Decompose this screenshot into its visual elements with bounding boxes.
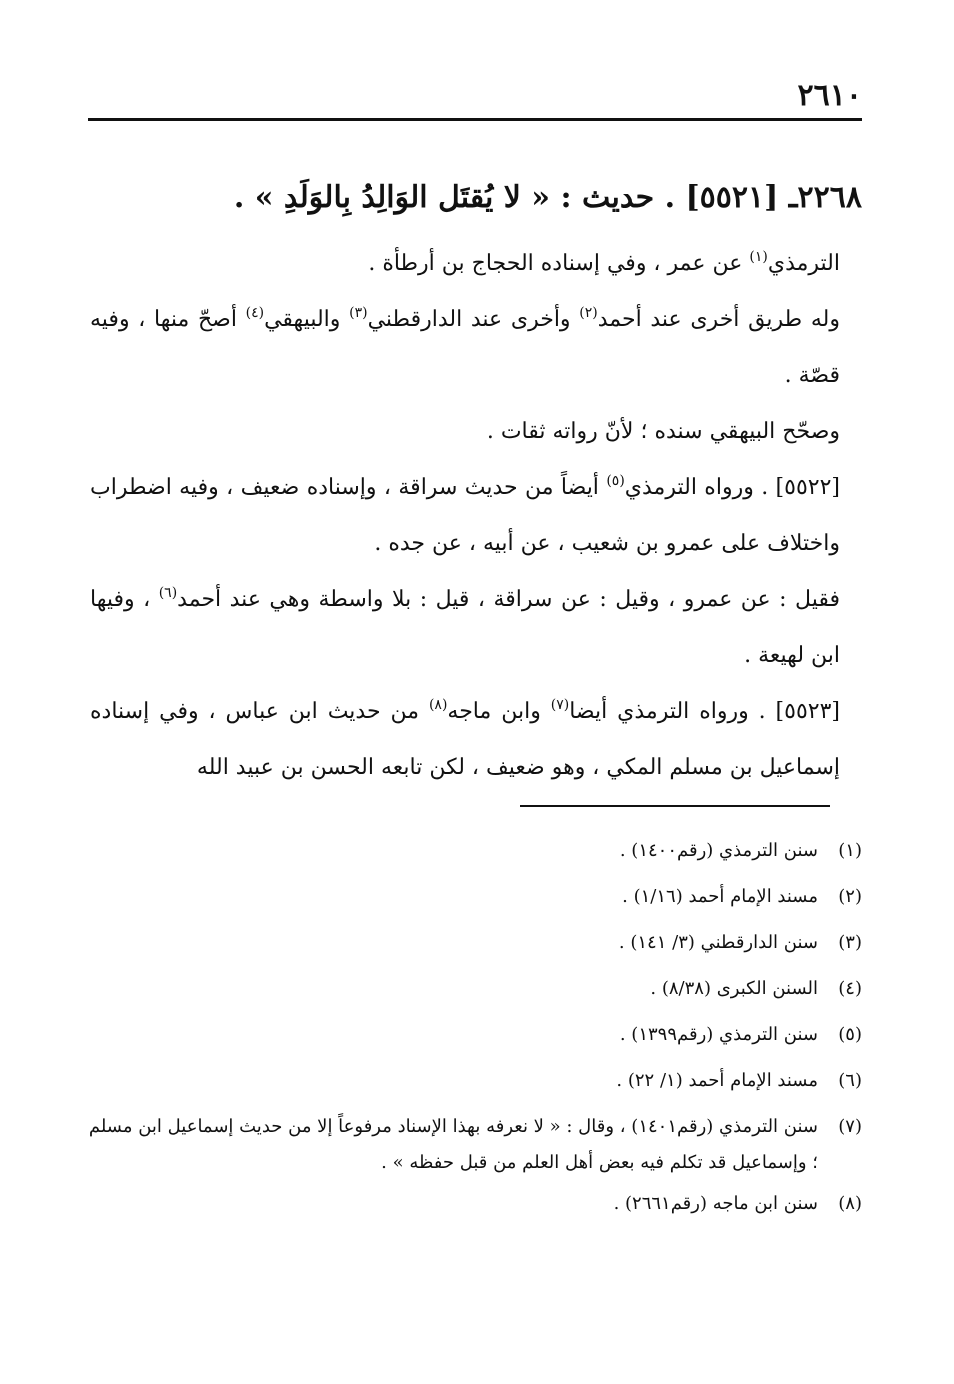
footnote-text: سنن الترمذي (رقم١٣٩٩) .	[619, 1024, 818, 1045]
footnote-number: (٥)	[838, 1024, 862, 1045]
hadith-heading: ٢٢٦٨ـ [٥٥٢١] . حديث : « لا يُقتَل الوَالِدُ بِالوَلَدِ » .	[233, 180, 862, 215]
footnote-text: سنن ابن ماجه (رقم٢٦٦١) .	[613, 1193, 818, 1214]
footnote-marker: (٦)	[158, 585, 178, 601]
footnote-text: سنن الدارقطني (٣/ ١٤١) .	[618, 932, 818, 953]
paragraph-text: وأخرى عند الدارقطني	[367, 307, 580, 332]
paragraph-text: أيضاً من حديث سراقة ، وإسناده ضعيف ، وفيه اضطراب واختلاف على عمرو بن شعيب ، عن أبيه ، عن جده .	[90, 475, 840, 556]
footnote-text: سنن الترمذي (رقم١٤٠١) ، وقال : « لا نعرفه بهذا الإسناد مرفوعاً إلا من حديث إسماعيل ابن مسلم ؛ وإسماعيل قد تكلم فيه بعض أهل العلم من قبل حفظه » .	[88, 1116, 818, 1173]
body-paragraph	[90, 404, 862, 460]
paragraph-text: [٥٥٢٢] . ورواه الترمذي	[624, 475, 841, 500]
footnote-number: (٨)	[838, 1193, 862, 1214]
main-paragraphs	[90, 236, 862, 796]
footnote-item	[88, 1181, 862, 1227]
body-paragraph	[90, 236, 862, 292]
footnote-marker: (٤)	[245, 305, 265, 321]
footnote-marker: (١)	[749, 249, 768, 265]
footnote-marker: (٣)	[349, 305, 368, 321]
paragraph-text: وابن ماجه	[447, 699, 551, 724]
body-paragraph	[90, 572, 862, 684]
header-rule	[88, 118, 862, 121]
footnote-text: مسند الإمام أحمد (١/١٦) .	[622, 886, 818, 907]
footnote-marker: (٥)	[606, 473, 625, 489]
paragraph-text: من حديث ابن عباس ، وفي إسناده إسماعيل بن مسلم المكي ، وهو ضعيف ، لكن تابعه الحسن بن عبيد الله	[90, 699, 840, 780]
paragraph-text: [٥٥٢٣] . ورواه الترمذي أيضا	[569, 699, 840, 724]
footnote-marker: (٧)	[550, 697, 570, 713]
footnote-item	[88, 1104, 862, 1181]
paragraph-text: فقيل : عن عمرو ، وقيل : عن سراقة ، قيل : بلا واسطة وهي عند أحمد	[177, 587, 841, 612]
paragraph-text: ، وفيها ابن لهيعة .	[90, 587, 840, 668]
footnote-text: السنن الكبرى (٨/٣٨) .	[650, 978, 818, 999]
footnote-number: (٢)	[838, 886, 862, 907]
footnote-marker: (٢)	[579, 305, 598, 321]
footnotes-list	[88, 828, 862, 1227]
footnote-item	[88, 1058, 862, 1104]
main-text	[90, 168, 862, 796]
paragraph-text: عن عمر ، وفي إسناده الحجاج بن أرطأة .	[368, 251, 750, 276]
footnote-text: سنن الترمذي (رقم١٤٠٠) .	[619, 840, 818, 861]
paragraph-text: وله طريق أخرى عند أحمد	[597, 307, 840, 332]
body-paragraph	[90, 684, 862, 796]
body-paragraph	[90, 460, 862, 572]
paragraph-text: أصحّ منها ، وفيه قصّة .	[90, 307, 840, 388]
footnote-number: (١)	[838, 840, 862, 861]
footnote-number: (٦)	[838, 1070, 862, 1091]
paragraph-text: والبيهقي	[264, 307, 350, 332]
footnote-item	[88, 874, 862, 920]
footnote-text: مسند الإمام أحمد (١/ ٢٢) .	[616, 1070, 818, 1091]
footnote-marker: (٨)	[428, 697, 448, 713]
page-number: ٢٦١٠	[797, 78, 862, 113]
footnote-number: (٣)	[838, 932, 862, 953]
footnote-item	[88, 920, 862, 966]
footnote-item	[88, 1012, 862, 1058]
footnote-item	[88, 966, 862, 1012]
footnote-number: (٧)	[838, 1116, 862, 1137]
footnote-item	[88, 828, 862, 874]
paragraph-text: وصحّح البيهقي سنده ؛ لأنّ رواته ثقات .	[486, 419, 840, 444]
paragraph-text: الترمذي	[767, 251, 840, 276]
footnote-rule	[520, 805, 830, 807]
body-paragraph	[90, 292, 862, 404]
footnote-number: (٤)	[838, 978, 862, 999]
